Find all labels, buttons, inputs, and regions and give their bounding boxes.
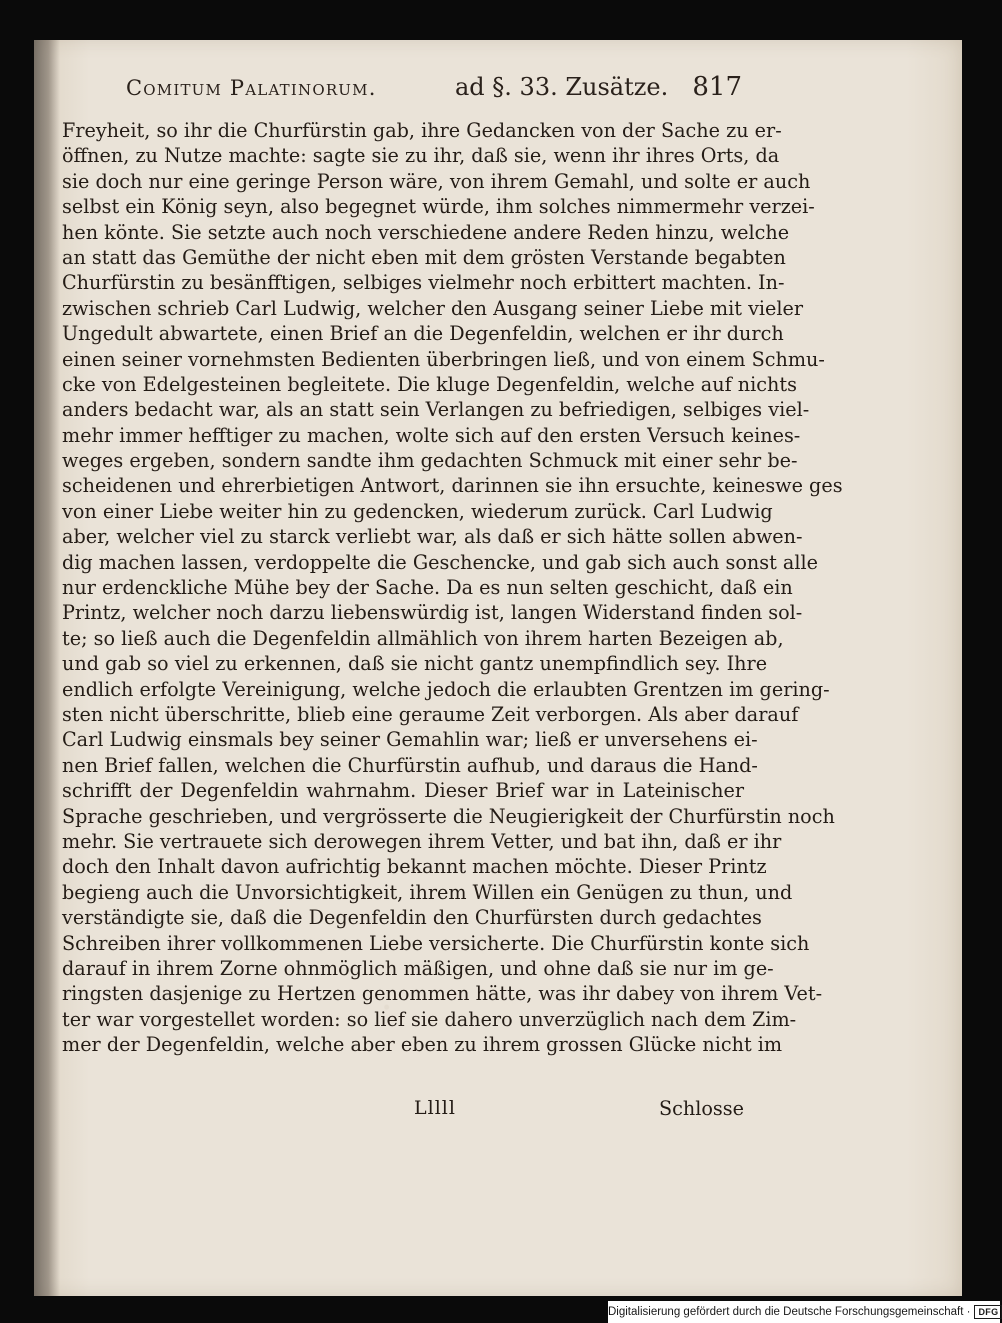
catchword: Schlosse — [659, 1097, 744, 1120]
page-number: 817 — [692, 72, 742, 102]
dfg-logo-icon — [974, 1305, 999, 1319]
text-line: hen könte. Sie setzte auch noch verschiedene andere Reden hinzu, welche — [62, 220, 790, 244]
text-line: öffnen, zu Nutze machte: sagte sie zu ihr, daß sie, wenn ihr ihres Orts, da — [62, 144, 780, 168]
text-line: an statt das Gemüthe der nicht eben mit dem grösten Verstande begabten — [62, 245, 786, 269]
page-spine-shadow — [34, 40, 60, 1296]
signature-mark: Lllll — [414, 1097, 456, 1119]
text-line: Sprache geschrieben, und vergrösserte die Neugierigkeit der Churfürstin noch — [62, 804, 835, 828]
text-line: nur erdenckliche Mühe bey der Sache. Da es nun selten geschicht, daß ein — [62, 576, 793, 600]
text-line: schrifft der Degenfeldin wahrnahm. Dieser Brief war in Lateinischer — [62, 779, 744, 803]
text-line: Printz, welcher noch darzu liebenswürdig ist, langen Widerstand finden sol- — [62, 601, 803, 625]
text-line: nen Brief fallen, welchen die Churfürstin aufhub, und daraus die Hand- — [62, 753, 758, 777]
text-line: Churfürstin zu besänfftigen, selbiges vielmehr noch erbittert machten. In- — [62, 271, 785, 295]
text-line: und gab so viel zu erkennen, daß sie nicht gantz unempfindlich sey. Ihre — [62, 652, 768, 676]
text-line: Freyheit, so ihr die Churfürstin gab, ihre Gedancken von der Sache zu er- — [62, 119, 782, 142]
funding-credit-bar — [608, 1301, 1000, 1323]
text-line: aber, welcher viel zu starck verliebt war, als daß er sich hätte sollen abwen- — [62, 525, 803, 549]
text-line: dig machen lassen, verdoppelte die Geschencke, und gab sich auch sonst alle — [62, 550, 818, 574]
text-line: von einer Liebe weiter hin zu gedencken, wiederum zurück. Carl Ludwig — [62, 499, 773, 523]
page-header — [122, 72, 742, 106]
text-line: mehr. Sie vertrauete sich derowegen ihrem Vetter, und bat ihn, daß er ihr — [62, 829, 782, 853]
text-line: Ungedult abwartete, einen Brief an die Degenfeldin, welchen er ihr durch — [62, 322, 784, 346]
body-text — [62, 118, 843, 1057]
text-line: sten nicht überschritte, blieb eine geraume Zeit verborgen. Als aber darauf — [62, 702, 799, 726]
text-line: selbst ein König seyn, also begegnet würde, ihm solches nimmermehr verzei- — [62, 195, 815, 219]
text-line: doch den Inhalt davon aufrichtig bekannt machen möchte. Dieser Printz — [62, 855, 767, 879]
text-line: weges ergeben, sondern sandte ihm gedachten Schmuck mit einer sehr be- — [62, 449, 798, 473]
text-line: darauf in ihrem Zorne ohnmöglich mäßigen, und ohne daß sie nur im ge- — [62, 956, 774, 980]
text-line: endlich erfolgte Vereinigung, welche jedoch die erlaubten Grentzen im gering- — [62, 677, 830, 701]
dfg-logo-text: DFG — [974, 1305, 1002, 1319]
text-line: verständigte sie, daß die Degenfeldin den Churfürsten durch gedachtes — [62, 906, 762, 930]
text-line: anders bedacht war, als an statt sein Verlangen zu befriedigen, selbiges viel- — [62, 398, 810, 422]
text-line: ringsten dasjenige zu Hertzen genommen hätte, was ihr dabey von ihrem Vet- — [62, 982, 823, 1006]
text-line: Schreiben ihrer vollkommenen Liebe versicherte. Die Churfürstin konte sich — [62, 931, 810, 955]
funding-credit-text: Digitalisierung gefördert durch die Deutsche Forschungsgemeinschaft · — [608, 1306, 971, 1318]
text-line: einen seiner vornehmsten Bedienten überbringen ließ, und von einem Schmu- — [62, 347, 825, 371]
text-line: te; so ließ auch die Degenfeldin allmählich von ihrem harten Bezeigen ab, — [62, 626, 784, 650]
running-title: Comitum Palatinorum. — [126, 76, 377, 100]
text-line: zwischen schrieb Carl Ludwig, welcher den Ausgang seiner Liebe mit vieler — [62, 296, 804, 320]
page-footer — [62, 1097, 744, 1125]
text-line: mer der Degenfeldin, welche aber eben zu ihrem grossen Glücke nicht im — [62, 1033, 783, 1057]
text-line: mehr immer hefftiger zu machen, wolte sich auf den ersten Versuch keines- — [62, 423, 801, 447]
section-reference: ad §. 33. Zusätze. — [455, 73, 669, 101]
text-line: begieng auch die Unvorsichtigkeit, ihrem Willen ein Genügen zu thun, und — [62, 880, 793, 904]
text-line: scheidenen und ehrerbietigen Antwort, darinnen sie ihn ersuchte, keineswe ges — [62, 474, 843, 498]
text-line: Carl Ludwig einsmals bey seiner Gemahlin war; ließ er unversehens ei- — [62, 728, 758, 752]
text-line: cke von Edelgesteinen begleitete. Die kluge Degenfeldin, welche auf nichts — [62, 372, 797, 396]
text-line: ter war vorgestellet worden: so lief sie dahero unverzüglich nach dem Zim- — [62, 1007, 797, 1031]
text-line: sie doch nur eine geringe Person wäre, von ihrem Gemahl, und solte er auch — [62, 169, 811, 193]
